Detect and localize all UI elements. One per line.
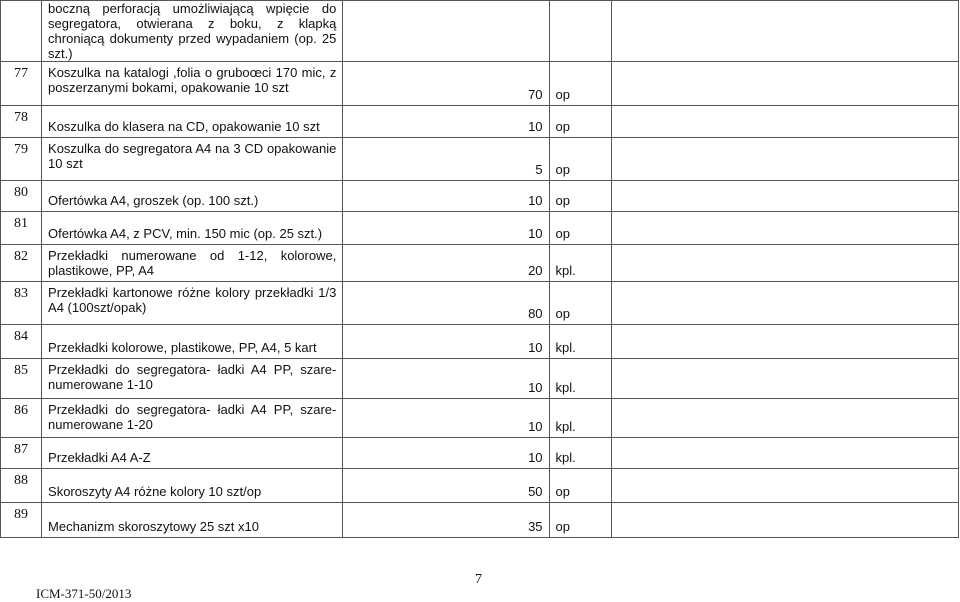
item-unit: kpl. bbox=[549, 438, 611, 469]
item-description: Ofertówka A4, groszek (op. 100 szt.) bbox=[42, 181, 343, 212]
document-code: ICM-371-50/2013 bbox=[36, 586, 132, 601]
item-description: Koszulka do segregatora A4 na 3 CD opakowanie 10 szt bbox=[42, 138, 343, 181]
table-row bbox=[1, 469, 959, 503]
table-row bbox=[1, 212, 959, 245]
row-number: 88 bbox=[1, 469, 42, 503]
item-quantity: 35 bbox=[343, 503, 549, 538]
table-row bbox=[1, 106, 959, 138]
table-row bbox=[1, 181, 959, 212]
item-description: Przekładki do segregatora- ładki A4 PP, szare- numerowane 1-20 bbox=[42, 399, 343, 438]
item-description: Przekładki kolorowe, plastikowe, PP, A4, 5 kart bbox=[42, 325, 343, 359]
item-description: boczną perforacją umożliwiającą wpięcie do segregatora, otwierana z boku, z klapką chroniącą dokumenty przed wypadaniem (op. 25 szt.) bbox=[42, 1, 343, 62]
item-unit: op bbox=[549, 503, 611, 538]
table-row bbox=[1, 325, 959, 359]
table-row bbox=[1, 62, 959, 106]
item-unit bbox=[549, 1, 611, 62]
empty-cell bbox=[611, 212, 958, 245]
row-number: 80 bbox=[1, 181, 42, 212]
item-description: Przekładki do segregatora- ładki A4 PP, szare- numerowane 1-10 bbox=[42, 359, 343, 399]
item-unit: op bbox=[549, 106, 611, 138]
empty-cell bbox=[611, 438, 958, 469]
row-number: 83 bbox=[1, 282, 42, 325]
row-number: 89 bbox=[1, 503, 42, 538]
item-quantity: 20 bbox=[343, 245, 549, 282]
item-unit: op bbox=[549, 181, 611, 212]
item-description: Skoroszyty A4 różne kolory 10 szt/op bbox=[42, 469, 343, 503]
item-quantity: 10 bbox=[343, 325, 549, 359]
item-description: Koszulka do klasera na CD, opakowanie 10 szt bbox=[42, 106, 343, 138]
row-number: 81 bbox=[1, 212, 42, 245]
item-unit: kpl. bbox=[549, 245, 611, 282]
table-row bbox=[1, 359, 959, 399]
empty-cell bbox=[611, 359, 958, 399]
item-quantity: 10 bbox=[343, 212, 549, 245]
page-number: 7 bbox=[475, 572, 482, 587]
empty-cell bbox=[611, 469, 958, 503]
item-quantity: 10 bbox=[343, 181, 549, 212]
item-quantity bbox=[343, 1, 549, 62]
item-quantity: 10 bbox=[343, 359, 549, 399]
item-unit: kpl. bbox=[549, 325, 611, 359]
empty-cell bbox=[611, 138, 958, 181]
item-description: Przekładki A4 A-Z bbox=[42, 438, 343, 469]
table-row bbox=[1, 1, 959, 62]
empty-cell bbox=[611, 325, 958, 359]
table-row bbox=[1, 138, 959, 181]
row-number: 87 bbox=[1, 438, 42, 469]
item-unit: kpl. bbox=[549, 359, 611, 399]
item-quantity: 10 bbox=[343, 399, 549, 438]
item-unit: op bbox=[549, 138, 611, 181]
empty-cell bbox=[611, 503, 958, 538]
row-number bbox=[1, 1, 42, 62]
item-description: Przekładki numerowane od 1-12, kolorowe, plastikowe, PP, A4 bbox=[42, 245, 343, 282]
row-number: 84 bbox=[1, 325, 42, 359]
row-number: 79 bbox=[1, 138, 42, 181]
empty-cell bbox=[611, 181, 958, 212]
item-description: Ofertówka A4, z PCV, min. 150 mic (op. 25 szt.) bbox=[42, 212, 343, 245]
table-row bbox=[1, 503, 959, 538]
row-number: 78 bbox=[1, 106, 42, 138]
item-quantity: 50 bbox=[343, 469, 549, 503]
item-description: Koszulka na katalogi ,folia o gruboœci 170 mic, z poszerzanymi bokami, opakowanie 10 szt bbox=[42, 62, 343, 106]
row-number: 85 bbox=[1, 359, 42, 399]
item-unit: op bbox=[549, 282, 611, 325]
empty-cell bbox=[611, 399, 958, 438]
item-quantity: 80 bbox=[343, 282, 549, 325]
item-description: Mechanizm skoroszytowy 25 szt x10 bbox=[42, 503, 343, 538]
row-number: 77 bbox=[1, 62, 42, 106]
item-unit: op bbox=[549, 62, 611, 106]
item-unit: op bbox=[549, 469, 611, 503]
item-quantity: 10 bbox=[343, 106, 549, 138]
item-unit: op bbox=[549, 212, 611, 245]
item-quantity: 10 bbox=[343, 438, 549, 469]
item-description: Przekładki kartonowe różne kolory przekładki 1/3 A4 (100szt/opak) bbox=[42, 282, 343, 325]
table-row bbox=[1, 245, 959, 282]
table-row bbox=[1, 282, 959, 325]
item-quantity: 5 bbox=[343, 138, 549, 181]
row-number: 86 bbox=[1, 399, 42, 438]
table-row bbox=[1, 438, 959, 469]
empty-cell bbox=[611, 245, 958, 282]
table-row bbox=[1, 399, 959, 438]
row-number: 82 bbox=[1, 245, 42, 282]
empty-cell bbox=[611, 62, 958, 106]
item-quantity: 70 bbox=[343, 62, 549, 106]
item-unit: kpl. bbox=[549, 399, 611, 438]
empty-cell bbox=[611, 1, 958, 62]
empty-cell bbox=[611, 106, 958, 138]
empty-cell bbox=[611, 282, 958, 325]
